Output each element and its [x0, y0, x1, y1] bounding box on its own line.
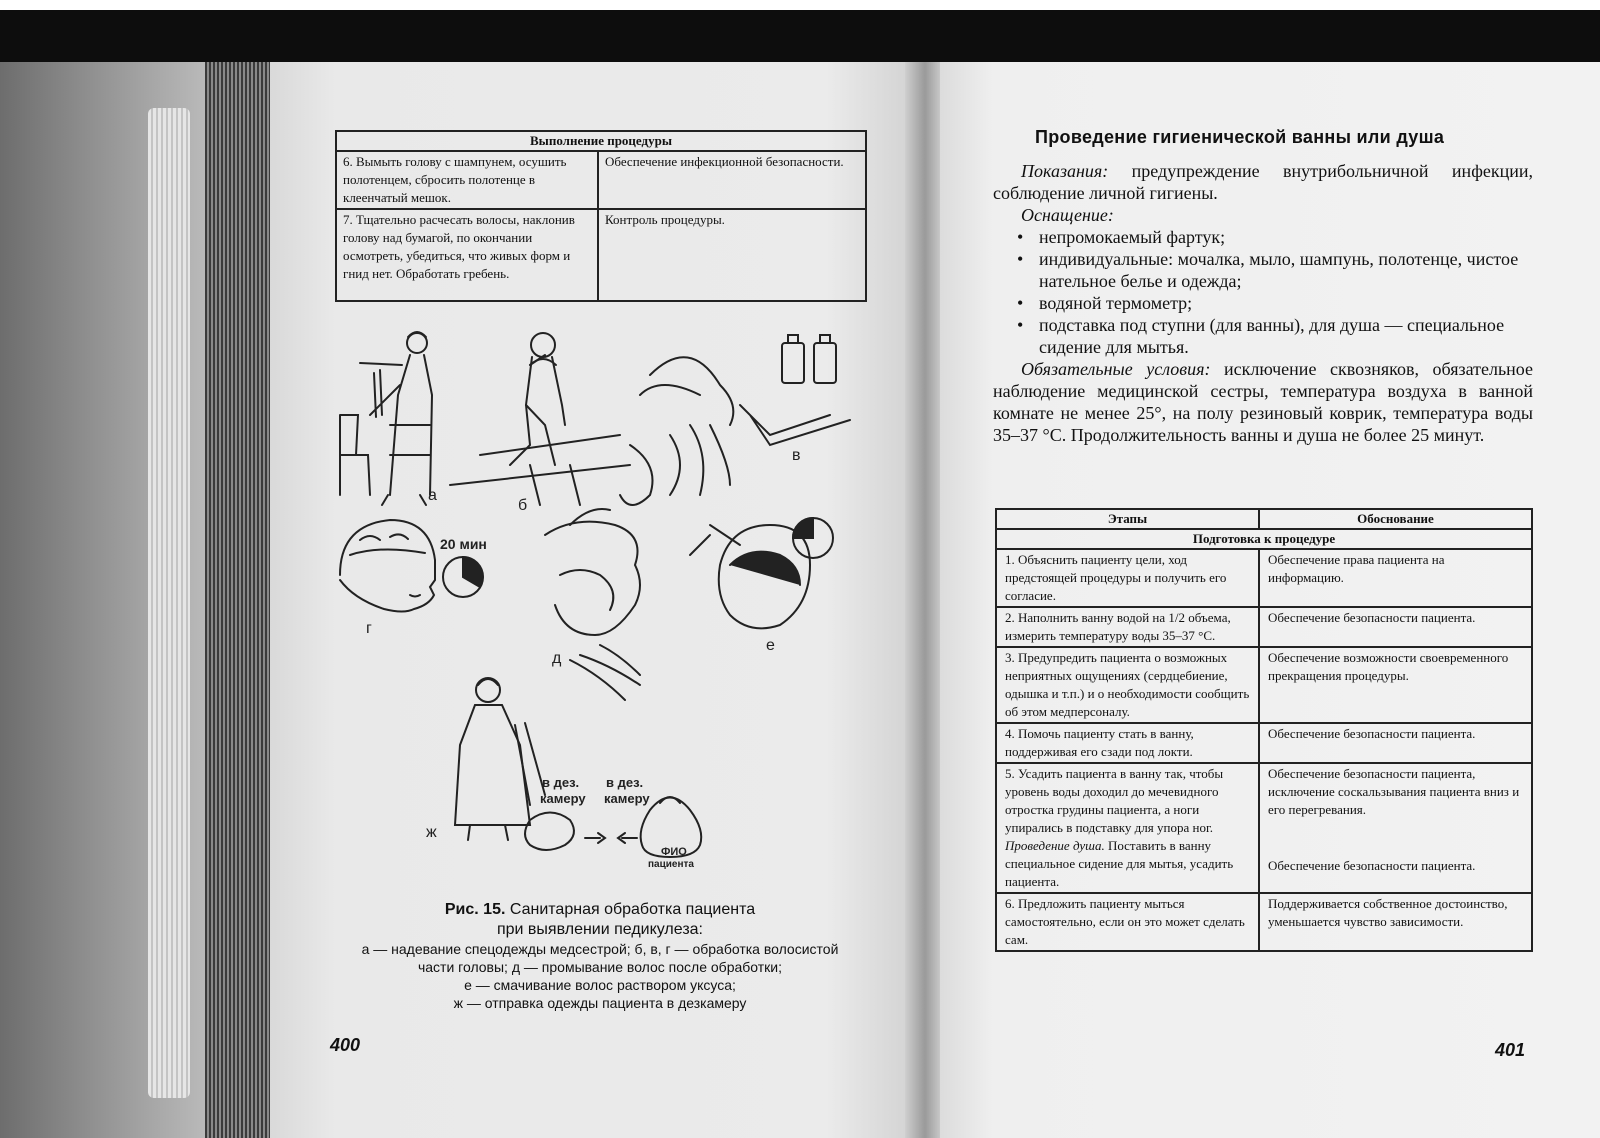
table-section-row — [996, 529, 1532, 549]
figure-label-zh: ж — [426, 824, 437, 841]
table-header-row — [336, 131, 866, 151]
step-cell: 6. Предложить пациенту мыться самостоятельно, если он это может сделать сам. — [996, 893, 1259, 951]
procedure-description — [993, 160, 1533, 446]
scan-top-border — [0, 0, 1600, 62]
page-heading: Проведение гигиенической ванны или душа — [1035, 127, 1445, 147]
table-header: Выполнение процедуры — [336, 131, 866, 151]
timer-label: 20 мин — [440, 536, 487, 552]
step-extra-text: Поставить в ванну специальное сидение для мытья, усадить пациента. — [1005, 838, 1234, 889]
caption-title-line-1: Санитарная обработка пациента — [509, 901, 756, 918]
step-text: 5. Усадить пациента в ванну так, чтобы уровень воды доходил до мечевидного отростка грудины пациента, а ноги упирались в подставку для упора ног. — [1005, 766, 1224, 835]
figure-zh-sending-clothes — [455, 678, 701, 857]
caption-title-line-2: при выявлении педикулеза: — [496, 921, 703, 938]
conditions-label: Обязательные условия: — [1021, 359, 1211, 379]
reason-cell: Обеспечение возможности своевременного прекращения процедуры. — [1259, 647, 1532, 723]
step-cell: 3. Предупредить пациента о возможных неприятных ощущениях (сердцебиение, одышка и т.п.) и о необходимости сообщить об этом медперсоналу. — [996, 647, 1259, 723]
bag-tag-label: ФИО — [661, 846, 687, 858]
column-header-rationale: Обоснование — [1259, 509, 1532, 529]
book-page-block — [205, 62, 273, 1138]
caption-title — [320, 900, 880, 920]
scan-top-stripe — [0, 0, 1600, 10]
reason-text: Обеспечение безопасности пациента, исключение соскальзывания пациента вниз и его перегревания. — [1268, 766, 1520, 817]
list-item: • водяной термометр; — [1039, 292, 1533, 314]
reason-extra: Обеспечение безопасности пациента. — [1268, 858, 1476, 873]
pediculosis-treatment-illustration — [330, 325, 875, 885]
caption-line-1: а — надевание спецодежды медсестрой; б, в, г — обработка волосистой — [361, 941, 839, 957]
page-number-right: 401 — [1495, 1040, 1526, 1060]
table-row — [996, 607, 1532, 647]
step-cell: 4. Помочь пациенту стать в ванну, поддерживая его сзади под локти. — [996, 723, 1259, 763]
chamber-label-1-line-2: камеру — [540, 791, 586, 806]
figure-v-hair-treatment — [620, 335, 850, 505]
conditions-text: исключение сквозняков, обязательное наблюдение медицинской сестры, температура воздуха в ванной комнате не менее 25°, на полу резиновый коврик, температура воды 35–37 °С. Продолжительность ванны и душа не более 25 минут. — [993, 359, 1534, 445]
figure-label-v: в — [792, 447, 801, 464]
table-row — [996, 549, 1532, 607]
page-number-left: 400 — [330, 1035, 361, 1055]
section-header: Подготовка к процедуре — [996, 529, 1532, 549]
figure-label-e: е — [766, 637, 775, 654]
step-cell: 2. Наполнить ванну водой на 1/2 объема, измерить температуру воды 35–37 °С. — [996, 607, 1259, 647]
bath-procedure-table — [995, 508, 1533, 952]
chamber-label-1-line-1: в дез. — [542, 775, 580, 790]
timer-20-min — [443, 557, 483, 597]
figure-caption — [320, 900, 880, 1012]
table-row — [336, 151, 866, 209]
procedure-table-continued — [335, 130, 867, 302]
figure-label-g: г — [366, 620, 372, 637]
list-item: • подставка под ступни (для ванны), для душа — специальное сидение для мытья. — [1039, 314, 1533, 358]
chamber-label-2-line-2: камеру — [604, 791, 650, 806]
chamber-label-2-line-1: в дез. — [606, 775, 644, 790]
bag-tag-sublabel: пациента — [648, 859, 694, 870]
list-item: • непромокаемый фартук; — [1039, 226, 1533, 248]
book-gutter — [905, 62, 945, 1138]
step-extra — [1005, 837, 1250, 891]
figure-a-nurse-dressing — [340, 332, 432, 505]
table-row — [996, 893, 1532, 951]
step-cell: 1. Объяснить пациенту цели, ход предстоящей процедуры и получить его согласие. — [996, 549, 1259, 607]
conditions-paragraph — [993, 358, 1533, 446]
list-item: • индивидуальные: мочалка, мыло, шампунь, полотенце, чистое нательное белье и одежда; — [1039, 248, 1533, 292]
reason-cell — [1259, 763, 1532, 893]
caption-line-2: части головы; д — промывание волос после обработки; — [417, 959, 783, 975]
table-row — [996, 647, 1532, 723]
table-header-row — [996, 509, 1532, 529]
table-row — [336, 209, 866, 301]
indications-label: Показания: — [1021, 161, 1109, 181]
figure-label-b: б — [518, 497, 528, 514]
book-page-edges — [148, 108, 190, 1098]
caption-line-3: е — смачивание волос раствором уксуса; — [464, 977, 736, 993]
reason-cell: Обеспечение безопасности пациента. — [1259, 723, 1532, 763]
indications-paragraph — [993, 160, 1533, 204]
reason-cell: Поддерживается собственное достоинство, уменьшается чувство зависимости. — [1259, 893, 1532, 951]
reason-cell: Контроль процедуры. — [598, 209, 866, 301]
step-cell — [996, 763, 1259, 893]
table-row — [996, 723, 1532, 763]
figure-label-a: а — [428, 487, 437, 504]
figure-e-vinegar-rinse — [690, 518, 833, 628]
indications-text: предупреждение внутрибольничной инфекции, соблюдение личной гигиены. — [993, 161, 1533, 203]
column-header-stages: Этапы — [996, 509, 1259, 529]
reason-cell: Обеспечение инфекционной безопасности. — [598, 151, 866, 209]
figure-label-d: д — [552, 650, 562, 667]
caption-line-4: ж — отправка одежды пациента в дезкамеру — [453, 995, 747, 1011]
caption-number: Рис. 15. — [444, 901, 506, 918]
figure-b-seated-patient — [450, 333, 630, 505]
figure-g-head-with-cap — [340, 520, 435, 612]
equipment-list — [993, 226, 1533, 358]
figure-d-washing-hair — [545, 509, 640, 700]
reason-cell: Обеспечение права пациента на информацию. — [1259, 549, 1532, 607]
table-row — [996, 763, 1532, 893]
equipment-label: Оснащение: — [1021, 205, 1114, 225]
equipment-label-paragraph — [993, 204, 1533, 226]
step-extra-label: Проведение душа. — [1005, 838, 1105, 853]
step-cell: 6. Вымыть голову с шампунем, осушить полотенцем, сбросить полотенце в клеенчатый мешок. — [336, 151, 598, 209]
reason-cell: Обеспечение безопасности пациента. — [1259, 607, 1532, 647]
step-cell: 7. Тщательно расчесать волосы, наклонив голову над бумагой, по окончании осмотреть, убедиться, что живых форм и гнид нет. Обработать гребень. — [336, 209, 598, 301]
